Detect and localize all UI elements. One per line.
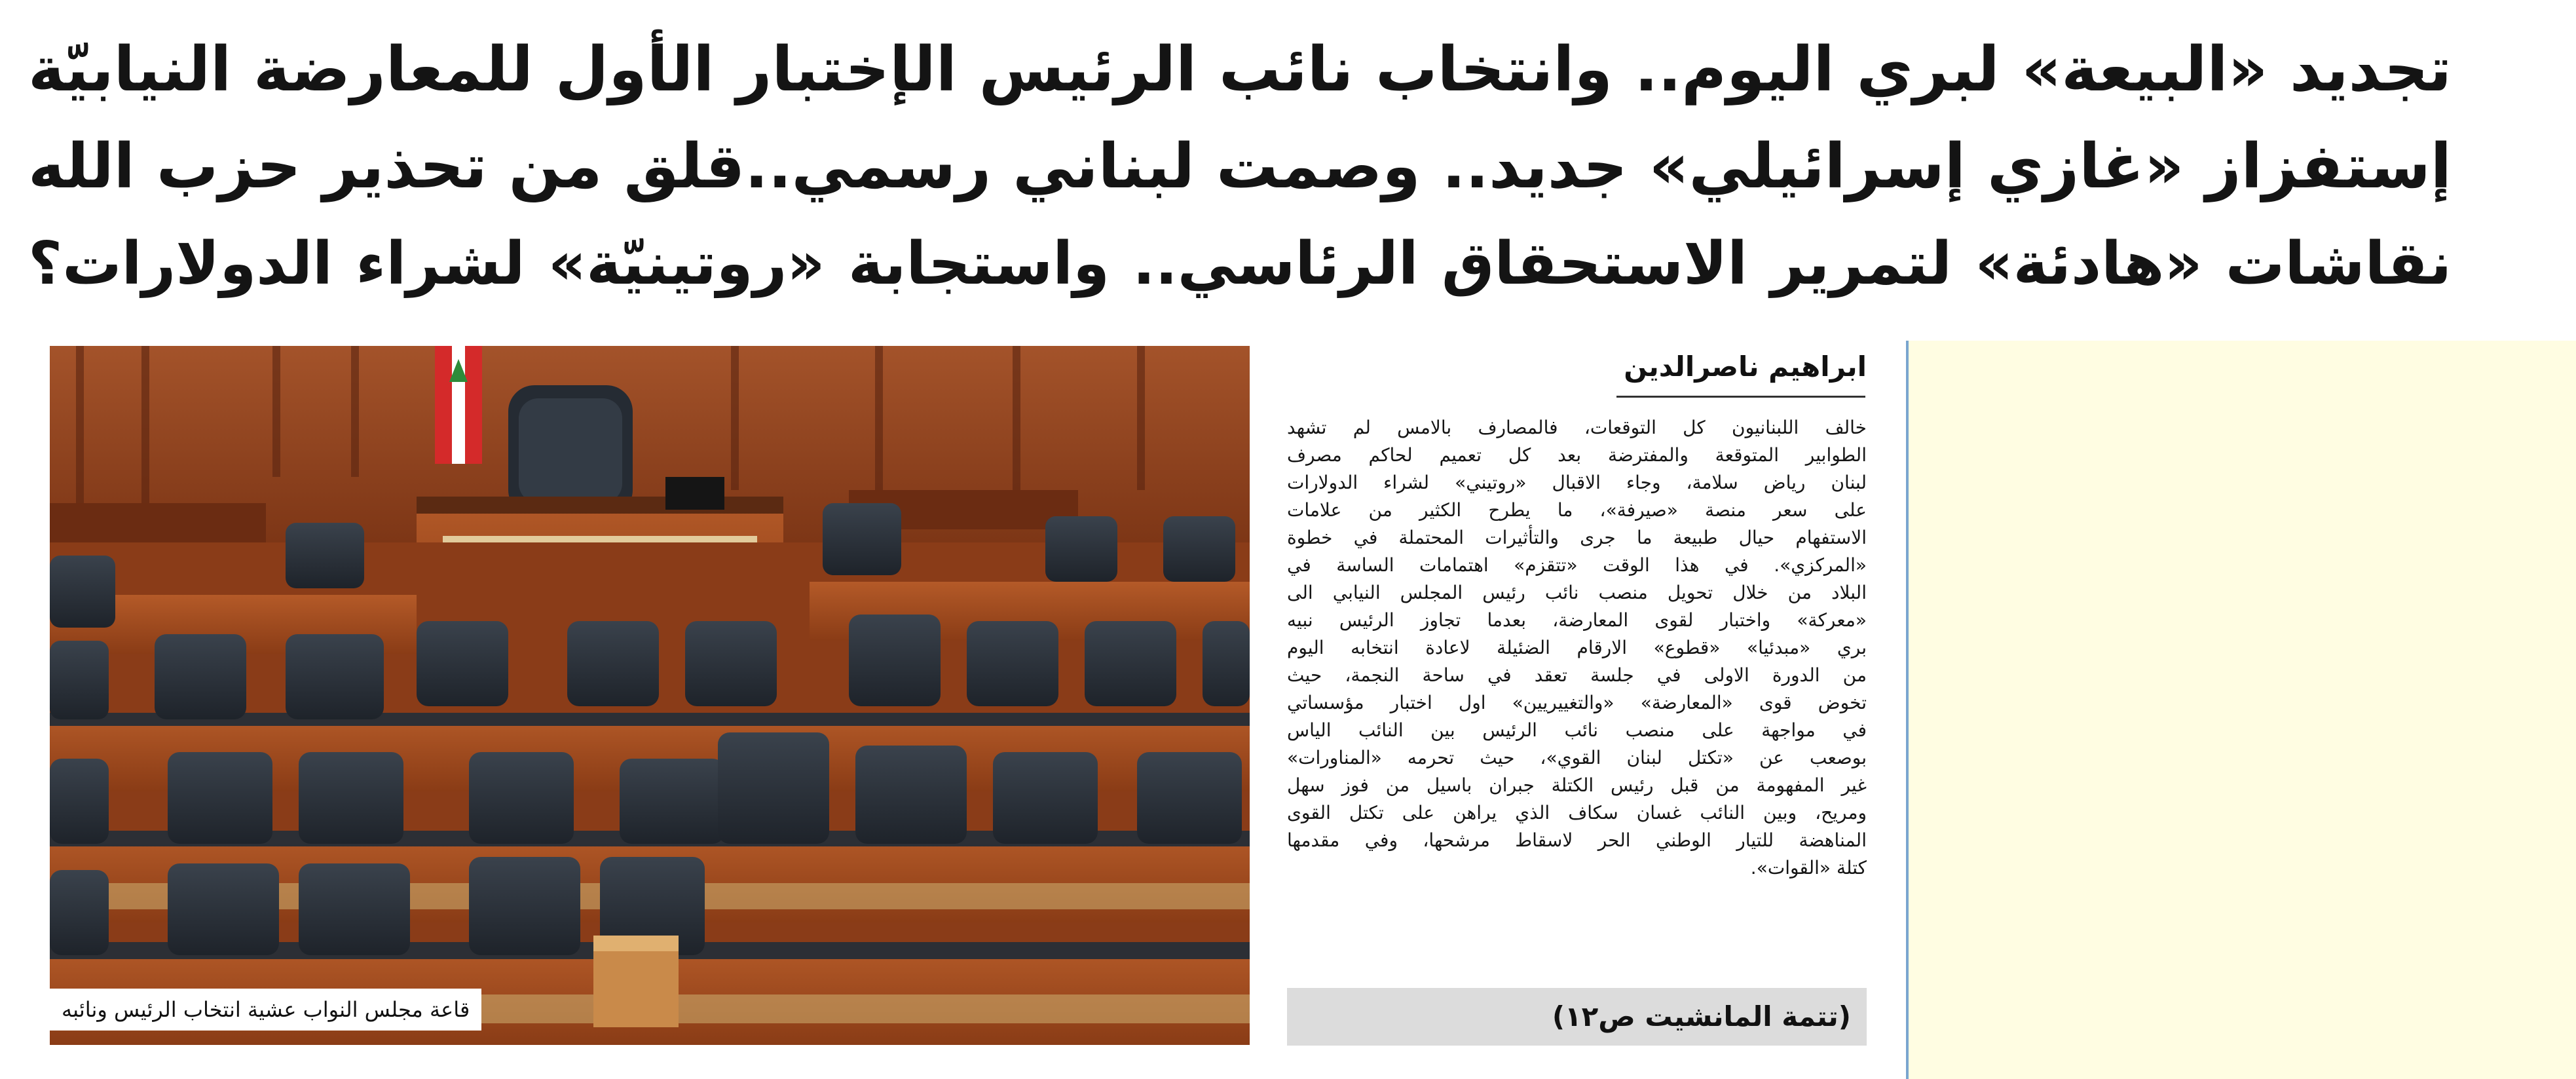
article-body: [1287, 414, 1867, 882]
parliament-hall-illustration: [50, 346, 1250, 1045]
article-line: «معركة» واختبار لقوى المعارضة، بعدما تجاوز الرئيس نبيه: [1287, 609, 1867, 631]
article-line: في مواجهة على منصب نائب الرئيس بين النائب الياس: [1287, 719, 1867, 741]
article-line: لبنان رياض سلامة، وجاء الاقبال «روتيني» لشراء الدولارات: [1287, 472, 1867, 493]
article-line: الطوابير المتوقعة والمفترضة بعد كل تعميم لحاكم مصرف: [1287, 444, 1867, 466]
article-line: خالف اللبنانيون كل التوقعات، فالمصارف بالامس لم تشهد: [1287, 417, 1867, 438]
advertisement-area: [1909, 341, 2576, 1079]
author-byline: ابراهيم ناصرالدين: [1624, 350, 1867, 383]
headline-line-1: تجديد «البيعة» لبري اليوم.. وانتخاب نائب الرئيس الإختبار الأول للمعارضة النيابيّة: [28, 34, 2452, 105]
article-line: تخوض قوى «المعارضة» «والتغييريين» اول اختبار مؤسساتي: [1287, 692, 1867, 713]
article-line: كتلة «القوات».: [1750, 857, 1867, 879]
article-line: غير المفهومة من قبل رئيس الكتلة جبران باسيل من فوز سهل: [1287, 774, 1867, 796]
headline-line-2: إستفزاز «غازي إسرائيلي» جديد.. وصمت لبناني رسمي..قلق من تحذير حزب الله: [28, 131, 2452, 202]
byline-divider: [1616, 396, 1865, 398]
headline-line-3: نقاشات «هادئة» لتمرير الاستحقاق الرئاسي.. واستجابة «روتينيّة» لشراء الدولارات؟: [28, 229, 2452, 298]
article-line: البلاد من خلال تحويل منصب نائب رئيس المجلس النيابي الى: [1287, 582, 1867, 603]
article-line: «المركزي». في هذا الوقت «تتقزم» اهتمامات الساسة في: [1287, 554, 1867, 576]
article-line: على سعر منصة «صيرفة»، ما يطرح الكثير من علامات: [1287, 499, 1867, 521]
article-line: الاستفهام حيال طبيعة ما جرى والتأثيرات المحتملة في خطوة: [1287, 527, 1867, 548]
article-line: بوصعب عن «تكتل لبنان القوي»، حيث تحرمه «المناورات»: [1287, 747, 1867, 768]
parliament-hall-photo: [50, 346, 1250, 1045]
photo-caption: قاعة مجلس النواب عشية انتخاب الرئيس ونائبه: [50, 989, 481, 1031]
article-line: المناهضة للتيار الوطني الحر لاسقاط مرشحها، وفي مقدمها: [1287, 829, 1867, 851]
article-line: بري «مبدئيا» «قطوع» الارقام الضئيلة لاعادة انتخابه اليوم: [1287, 637, 1867, 658]
article-line: ومريح، وبين النائب غسان سكاف الذي يراهن على تكتل القوى: [1287, 802, 1867, 823]
continued-on-page-note: (تتمة المانشيت ص١٢): [1287, 988, 1867, 1046]
article-line: من الدورة الاولى في جلسة تعقد في ساحة النجمة، حيث: [1287, 664, 1867, 686]
lebanese-flag: [435, 346, 482, 464]
